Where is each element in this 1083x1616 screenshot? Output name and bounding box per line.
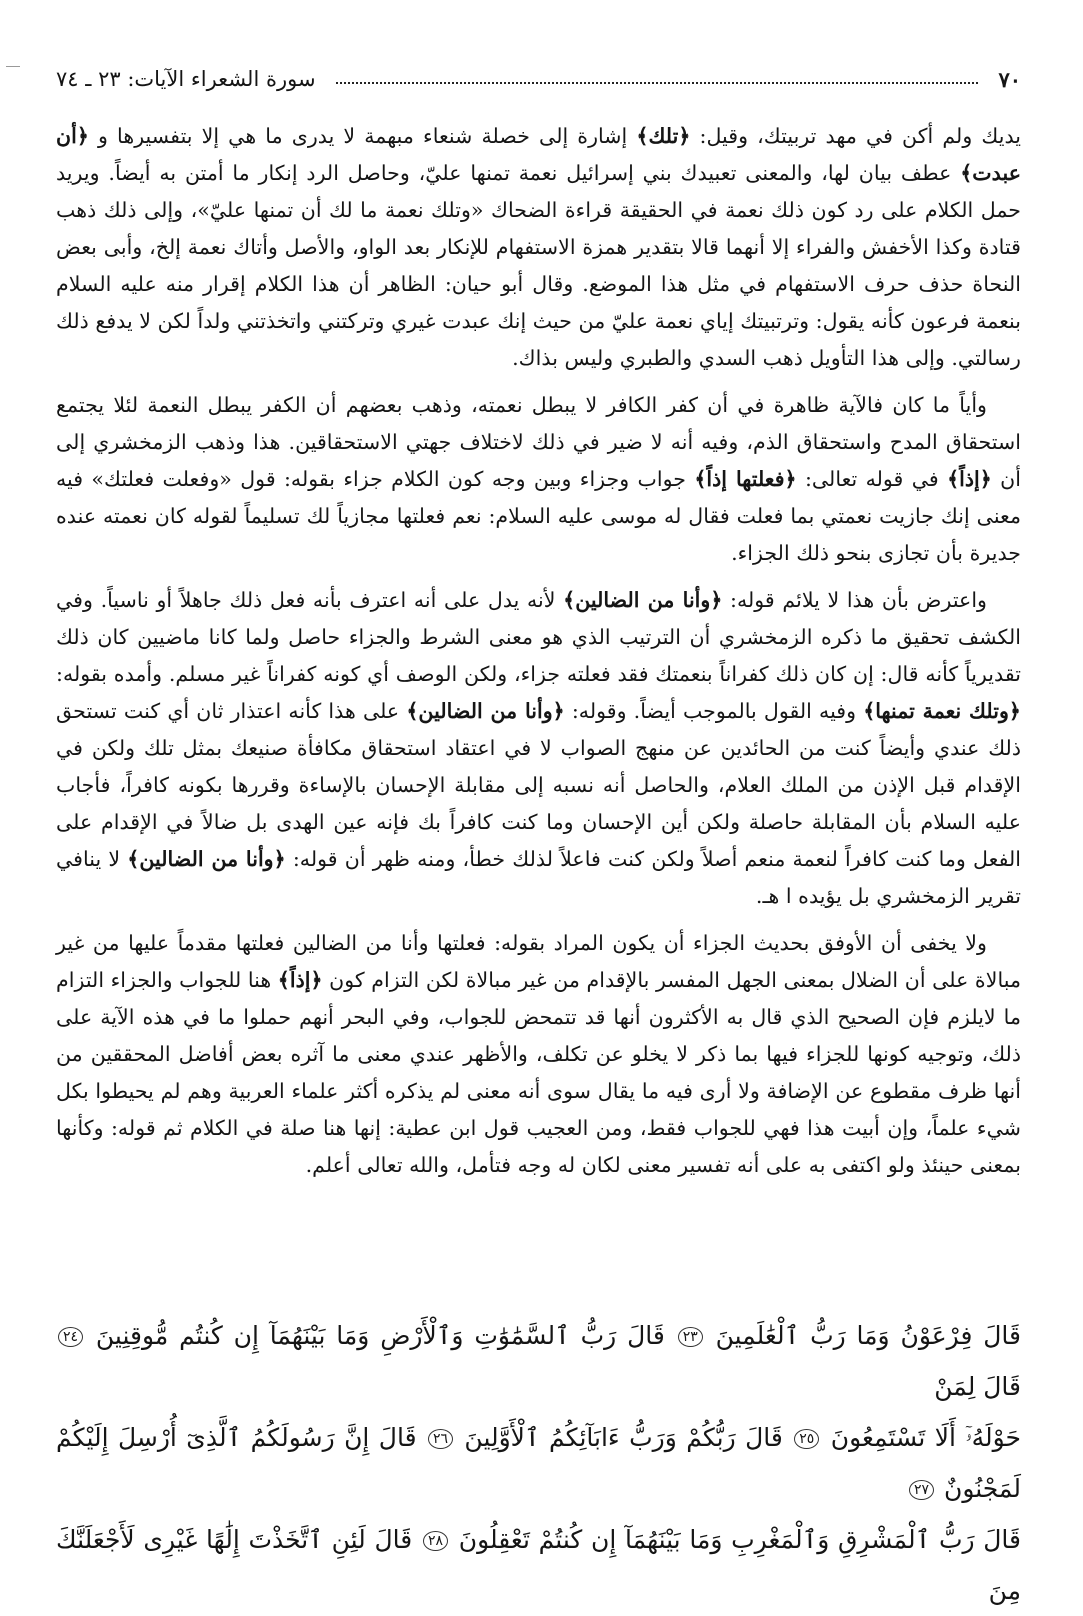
text-run: لا ينافي تقرير الزمخشري بل يؤيده ا هـ. (56, 847, 1021, 908)
verse-text: قَالَ إِنَّ رَسُولَكُمُ ٱلَّذِىٓ أُرْسِلَ إِلَيْكُمْ لَمَجْنُونٌ (56, 1423, 1021, 1503)
text-run: وأياً ما كان فالآية ظاهرة في أن كفر الكافر لا يبطل نعمته، وذهب بعضهم أن الكفر يبطل النعمة لئلا يجتمع استحقاق المدح واستحقاق الذم، وفيه أنه لا ضير في ذلك لاختلاف جهتي الاستحقاقين. هذا وذهب الزمخشري إلى أن (56, 393, 1022, 491)
commentary-paragraph (56, 582, 1021, 915)
header-dotted-leader (336, 82, 979, 84)
text-run: في قوله تعالى: (796, 467, 948, 491)
quoted-phrase: ﴿وأنا من الضالين﴾ (127, 847, 286, 871)
scan-edge-mark (6, 66, 20, 67)
quoted-phrase: ﴿تلك﴾ (636, 124, 691, 148)
quoted-phrase: ﴿فعلتها إذاً﴾ (694, 467, 797, 491)
text-run: لأنه يدل على أنه اعترف بأنه فعل ذلك جاهلاً أو ناسياً. وفي الكشف تحقيق ما ذكره الزمخشري أن الترتيب الذي هو معنى الشرط والجزاء حاصل ولما كانا ماضيين كان ذلك تقديرياً كأنه قال: إن كان ذلك كفراناً بنعمتك فقد فعلته جزاء، ولكن الوصف أي كونه كفراناً غير مسلم. وأمده بقوله: (56, 588, 1021, 686)
ayah-number: ٢٣ (678, 1327, 703, 1347)
verse-text: قَالَ رَبُّ ٱلْمَشْرِقِ وَٱلْمَغْرِبِ وَمَا بَيْنَهُمَآ إِن كُنتُمْ تَعْقِلُونَ (458, 1525, 1022, 1554)
text-run: على هذا كأنه اعتذار ثان أي كنت تستحق ذلك عندي وأيضاً كنت من الحائدين عن منهج الصواب لا في اعتقاد استحقاق مكافأة صنيعك بمثل تلك ولكن في الإقدام قبل الإذن من الملك العلام، والحاصل أنه نسبه إلى مقابلة الإحسان بالإساءة وقررها بكونه كافراً، فأجاب عليه السلام بأن المقابلة حاصلة ولكن أين الإحسان وما كنت كافراً بك فإنه عين الهدى بل ضالاً في الإقدام على الفعل وما كنت كافراً لنعمة منعم أصلاً ولكن كنت فاعلاً لذلك خطأ، ومنه ظهر أن قوله: (56, 699, 1021, 871)
text-run: واعترض بأن هذا لا يلائم قوله: (722, 588, 987, 612)
verse-line (56, 1310, 1021, 1412)
ayah-number: ٢٧ (909, 1480, 934, 1500)
running-title: سورة الشعراء الآيات: ٢٣ ـ ٧٤ (56, 67, 316, 91)
quoted-phrase: ﴿وتلك نعمة تمنها﴾ (863, 699, 1021, 723)
quran-verses (56, 1310, 1021, 1616)
ayah-number: ٢٤ (58, 1327, 83, 1347)
quoted-phrase: ﴿وأنا من الضالين﴾ (563, 588, 723, 612)
text-run: وفيه القول بالموجب أيضاً. وقوله: (564, 699, 864, 723)
verse-text: حَوْلَهُۥٓ أَلَا تَسْتَمِعُونَ (830, 1423, 1021, 1452)
verse-text: قَالَ رَبُّكُمْ وَرَبُّ ءَابَآئِكُمُ ٱلْأَوَّلِينَ (464, 1423, 783, 1452)
commentary-paragraph (56, 387, 1021, 572)
commentary-text (56, 118, 1021, 1184)
page-number: ٧٠ (998, 66, 1021, 92)
commentary-paragraph (56, 925, 1021, 1184)
commentary-paragraph (56, 118, 1021, 377)
quoted-phrase: ﴿وأنا من الضالين﴾ (406, 699, 565, 723)
page-header (56, 62, 1021, 96)
verse-text: قَالَ فِرْعَوْنُ وَمَا رَبُّ ٱلْعَٰلَمِينَ (715, 1321, 1022, 1350)
quoted-phrase: ﴿إذاً﴾ (947, 467, 992, 491)
verse-text: قَالَ لَئِنِ ٱتَّخَذْتَ إِلَٰهًا غَيْرِى لَأَجْعَلَنَّكَ مِنَ (56, 1525, 1021, 1605)
ayah-number: ٢٥ (794, 1429, 819, 1449)
text-run: إشارة إلى خصلة شنعاء مبهمة لا يدرى ما هي إلا بتفسيرها و (88, 124, 637, 148)
verse-line (56, 1412, 1021, 1514)
verse-text: قَالَ لِمَنْ (934, 1372, 1021, 1401)
ayah-number: ٢٨ (423, 1531, 448, 1551)
text-run: يديك ولم أكن في مهد تربيتك، وقيل: (690, 124, 1022, 148)
verse-line (56, 1514, 1021, 1616)
text-run: هنا للجواب والجزاء التزام ما لايلزم فإن الصحيح الذي قال به الأكثرون أنها قد تتمحض للجواب، وفي البحر أنهم حملوا ما في هذه الآية على ذلك، وتوجيه كونها للجزاء فيها بما ذكر لا يخلو عن تكلف، والأظهر عندي معنى ما آثره بعض أفاضل المحققين من أنها ظرف مقطوع عن الإضافة ولا أرى فيه ما يقال سوى أنه معنى لم يذكره أكثر علماء العربية وهم لم يحيطوا بكل شيء علماً، وإن أبيت هذا فهي للجواب فقط، ومن العجيب قول ابن عطية: إنها هنا صلة في الكلام ثم قوله: وكأنها بمعنى حينئذ ولو اكتفى به على أنه تفسير معنى لكان له وجه فتأمل، والله تعالى أعلم. (56, 968, 1021, 1177)
verse-text: قَالَ رَبُّ ٱلسَّمَٰوَٰتِ وَٱلْأَرْضِ وَمَا بَيْنَهُمَآ إِن كُنتُم مُّوقِنِينَ (95, 1321, 665, 1350)
text-run: عطف بيان لها، والمعنى تعبيدك بني إسرائيل نعمة تمنها عليّ، وحاصل الرد إنكار ما أمتن به أيضاً. ويريد حمل الكلام على رد كون ذلك نعمة في الحقيقة قراءة الضحاك «وتلك نعمة ما لك أن تمنها عليّ»، وإلى ذلك ذهب قتادة وكذا الأخفش والفراء إلا أنهما قالا بتقدير همزة الاستفهام للإنكار بعد الواو، والأصل وأتاك نعمة إلخ، وأبى بعض النحاة حذف حرف الاستفهام في مثل هذا الموضع. وقال أبو حيان: الظاهر أن هذا الكلام إقرار منه عليه السلام بنعمة فرعون كأنه يقول: وترتبيتك إياي نعمة عليّ من حيث إنك عبدت غيري وتركتني واتخذتني ولداً لكن لا يدفع ذلك رسالتي. وإلى هذا التأويل ذهب السدي والطبري وليس بذاك. (56, 161, 1021, 370)
quoted-phrase: ﴿أن عبدت﴾ (56, 124, 1021, 185)
quoted-phrase: ﴿إذاً﴾ (277, 968, 323, 992)
ayah-number: ٢٦ (428, 1429, 453, 1449)
text-run: ولا يخفى أن الأوفق بحديث الجزاء أن يكون المراد بقوله: فعلتها وأنا من الضالين فعلتها مقدماً عليها من غير مبالاة على أن الضلال بمعنى الجهل المفسر بالإقدام من غير مبالاة لكن التزام كون (56, 931, 1021, 992)
text-run: جواب وجزاء وبين وجه كون الكلام جزاء بقوله: قول «وفعلت فعلتك» فيه معنى إنك جازيت نعمتي بما فعلت فقال له موسى عليه السلام: نعم فعلتها مجازياً لك تسليماً لقوله كان نعمته عنده جديرة بأن تجازى بنحو ذلك الجزاء. (56, 467, 1021, 565)
